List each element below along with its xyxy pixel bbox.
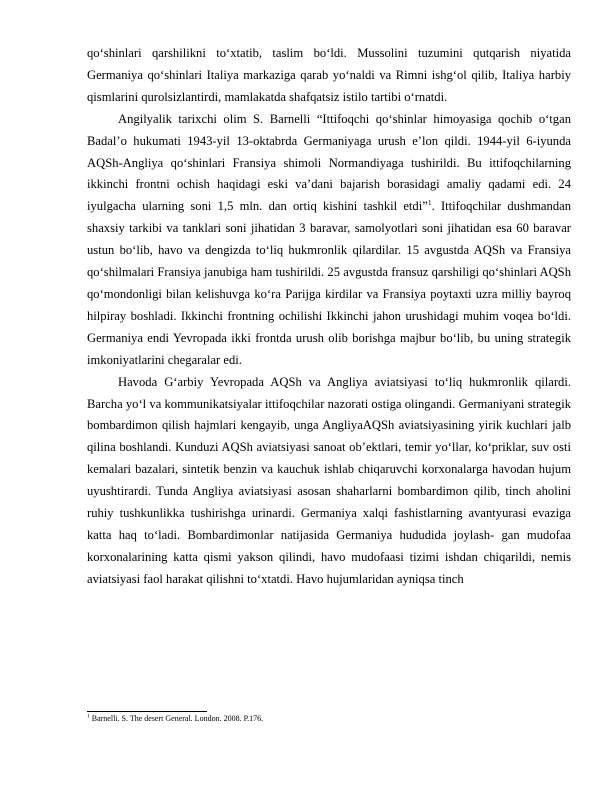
- paragraph-1-text: qo‘shinlari qarshilikni to‘xtatib, taslim bo‘ldi. Mussolini tuzumini qutqarish niyatida Germaniya qo‘shinlari Italiya markaziga qarab yo‘naldi va Rimni ishg‘ol qilib, Italiya harbiy qismlarini qurolsizlantirdi, mamlakatda shafqatsiz istilo tartibi o‘rnatdi.: [87, 46, 571, 104]
- paragraph-3-text: Havoda G‘arbiy Yevropada AQSh va Angliya aviatsiyasi to‘liq hukmronlik qilardi. Barcha yo‘l va kommunikatsiyalar ittifoqchilar nazorati ostiga olingandi. Germaniyani strategik bombardimon qilish hajmlari kengayib, unga AngliyaAQSh aviatsiyasining yirik kuchlari jalb qilina boshlandi. Kunduzi AQSh aviatsiyasi sanoat ob’ektlari, temir yo‘llar, ko‘priklar, suv osti kemalari bazalari, sintetik benzin va kauchuk ishlab chiqaruvchi korxonalarga havodan hujum uyushtirardi. Tunda Angliya aviatsiyasi asosan shaharlarni bombardimon qilib, tinch aholini ruhiy tushkunlikka tushirishga urinardi. Germaniya xalqi fashistlarning avantyurasi evaziga katta haq to‘ladi. Bombardimonlar natijasida Germaniya hududida joylash- gan mudofaa korxonalarining katta qismi yakson qilindi, havo mudofaasi tizimi ishdan chiqarildi, nemis aviatsiyasi faol harakat qilishni to‘xtatdi. Havo hujumlaridan ayniqsa tinch: [87, 374, 571, 586]
- paragraph-2: [87, 109, 571, 372]
- paragraph-1: [87, 43, 571, 109]
- body-text: [87, 43, 571, 591]
- footnote: [87, 713, 571, 724]
- footnote-mark: 1: [87, 713, 90, 720]
- paragraph-2-continuation: . Ittifoqchilar dushmandan shaxsiy tarkibi va tanklari soni jihatidan 3 baravar, samolyotlari soni jihatidan esa 60 baravar ustun bo‘lib, havo va dengizda to‘liq hukmronlik qilardilar. 15 avgustda AQSh va Fransiya qo‘shilmalari Fransiya janubiga ham tushirildi. 25 avgustda fransuz qarshiligi qo‘shinlari AQSh qo‘mondonligi bilan kelishuvga ko‘ra Parijga kirdilar va Fransiya poytaxti uzra milliy bayroq hilpiray boshladi. Ikkinchi frontning ochilishi Ikkinchi jahon urushidagi muhim voqea bo‘ldi. Germaniya endi Yevropada ikki frontda urush olib borishga majbur bo‘lib, bu uning strategik imkoniyatlarini chegaralar edi.: [87, 199, 571, 367]
- footnote-reference[interactable]: 1: [427, 198, 432, 208]
- paragraph-3: [87, 372, 571, 591]
- footnote-separator: [87, 711, 207, 712]
- footnote-text: Barnelli. S. The desert General. London. 2008. P.176.: [89, 714, 264, 723]
- paragraph-2-quote: Angilyalik tarixchi olim S. Barnelli “Ittifoqchi qo‘shinlar himoyasiga qochib o‘tgan Badal’o hukumati 1943-yil 13-oktabrda Germaniyaga urush e’lon qildi. 1944-yil 6-iyunda AQSh-Angliya qo‘shinlari Fransiya shimoli Normandiyaga tushirildi. Bu ittifoqchilarning ikkinchi frontni ochish haqidagi eski va’dani bajarish borasidagi amaliy qadami edi. 24 iyulgacha ularning soni 1,5 mln. dan ortiq kishini tashkil etdi”: [87, 111, 571, 214]
